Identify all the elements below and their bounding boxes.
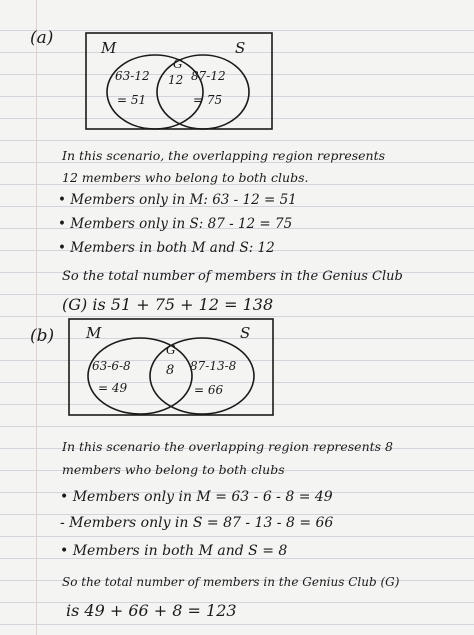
venn-a-left-expr: 63-12 <box>115 69 150 83</box>
part-b-line-1: In this scenario the overlapping region represents 8 <box>62 439 393 454</box>
part-a-line-4: • Members only in S: 87 - 12 = 75 <box>58 216 293 232</box>
venn-a-left-result: = 51 <box>117 93 147 107</box>
part-b-line-6: So the total number of members in the Genius Club (G) <box>62 575 400 589</box>
venn-b-circle-m <box>88 338 192 414</box>
venn-b-left-expr: 63-6-8 <box>92 359 131 373</box>
part-a-line-6: So the total number of members in the Genius Club <box>62 269 403 284</box>
venn-a-label-s: S <box>235 39 246 57</box>
part-a-line-2: 12 members who belong to both clubs. <box>62 170 309 185</box>
venn-diagram-a <box>85 32 275 132</box>
part-a-line-7: (G) is 51 + 75 + 12 = 138 <box>62 295 274 314</box>
venn-a-label-g: G <box>173 57 183 71</box>
part-a-line-1: In this scenario, the overlapping region represents <box>62 148 386 163</box>
part-b-letter: b <box>36 326 48 346</box>
part-b-line-5: • Members in both M and S = 8 <box>60 543 288 559</box>
part-a-label: (a) <box>30 28 54 48</box>
venn-a-right-expr: 87-12 <box>191 69 226 83</box>
venn-b-label-g: G <box>166 343 176 357</box>
venn-a-right-result: = 75 <box>193 93 223 107</box>
part-b-label: (b) <box>30 326 55 346</box>
part-a-line-5: • Members in both M and S: 12 <box>58 240 275 256</box>
venn-a-label-m: M <box>101 39 117 57</box>
venn-diagram-b <box>68 318 276 418</box>
part-b-line-7: is 49 + 66 + 8 = 123 <box>66 601 237 620</box>
part-a-letter: a <box>36 28 47 48</box>
part-b-line-3: • Members only in M = 63 - 6 - 8 = 49 <box>60 489 333 505</box>
part-a-line-3: • Members only in M: 63 - 12 = 51 <box>58 192 297 208</box>
part-b-line-2: members who belong to both clubs <box>62 462 285 477</box>
venn-a-middle-value: 12 <box>168 73 184 87</box>
venn-b-right-expr: 87-13-8 <box>190 359 237 373</box>
part-b-line-4: - Members only in S = 87 - 13 - 8 = 66 <box>60 515 334 531</box>
venn-b-right-result: = 66 <box>194 383 224 397</box>
venn-b-left-result: = 49 <box>98 381 128 395</box>
venn-b-middle-value: 8 <box>166 363 175 378</box>
venn-a-circle-m <box>107 55 203 129</box>
margin-line <box>36 0 37 635</box>
venn-b-label-s: S <box>240 324 251 342</box>
venn-b-label-m: M <box>86 324 102 342</box>
